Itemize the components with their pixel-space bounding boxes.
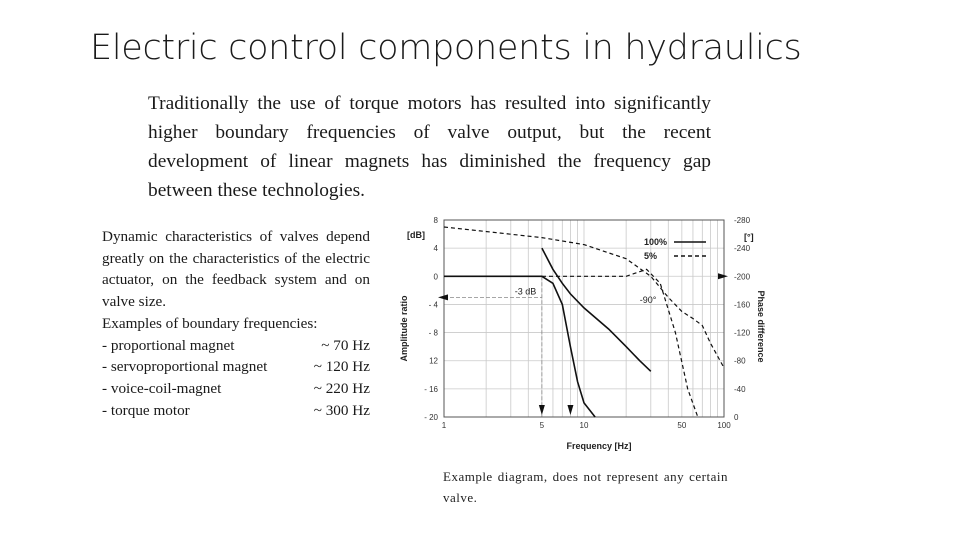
series-amplitude-5pct bbox=[444, 269, 698, 417]
frequency-item bbox=[102, 400, 370, 422]
y-tick-label-right: -40 bbox=[734, 384, 746, 394]
x-tick-label: 10 bbox=[579, 421, 589, 430]
examples-heading: Examples of boundary frequencies: bbox=[102, 314, 318, 332]
y-tick-label-left: 12 bbox=[429, 356, 438, 366]
x-tick-label: 1 bbox=[441, 421, 447, 430]
arrow-marker bbox=[438, 294, 448, 300]
y-tick-label-left: - 20 bbox=[424, 413, 438, 422]
y-tick-label-right: -80 bbox=[734, 356, 746, 366]
frequency-item-name: - torque motor bbox=[102, 401, 190, 419]
intro-paragraph: Traditionally the use of torque motors has resulted into significantly higher boundary frequencies of valve output, but the recent development of linear magnets has diminished the frequency gap between these technologies. bbox=[148, 93, 711, 201]
y-tick-label-right: 0 bbox=[734, 413, 739, 422]
x-tick-label: 5 bbox=[539, 421, 545, 430]
y-axis-label-left: Amplitude ratio bbox=[399, 295, 409, 362]
y-axis-unit-left: [dB] bbox=[407, 230, 425, 240]
frequency-item-value: ~ 70 Hz bbox=[321, 336, 370, 354]
x-tick-label: 50 bbox=[677, 421, 687, 430]
dynamic-characteristics-text: Dynamic characteristics of valves depend greatly on the characteristics of the electric actuator, on the feedback system and on valve size. bbox=[102, 228, 370, 311]
y-tick-label-left: 0 bbox=[433, 272, 438, 282]
frequency-item-value: ~ 220 Hz bbox=[313, 379, 370, 397]
y-tick-label-left: 8 bbox=[433, 216, 438, 225]
y-axis-label-right: Phase difference bbox=[756, 290, 766, 363]
frequency-item-value: ~ 120 Hz bbox=[313, 358, 370, 376]
chart-labels bbox=[399, 216, 766, 451]
frequency-item-name: - servoproportional magnet bbox=[102, 358, 268, 376]
y-tick-label-right: -280 bbox=[734, 216, 751, 225]
arrow-marker bbox=[567, 405, 573, 415]
frequency-item bbox=[102, 356, 370, 378]
y-tick-label-left: - 8 bbox=[428, 328, 438, 338]
arrow-marker bbox=[539, 405, 545, 415]
diagram-caption: Example diagram, does not represent any certain valve. bbox=[443, 469, 728, 505]
legend-label: 5% bbox=[644, 251, 658, 261]
y-tick-label-right: -200 bbox=[734, 272, 751, 282]
frequency-text-block bbox=[102, 226, 370, 421]
x-axis-label: Frequency [Hz] bbox=[566, 441, 632, 451]
bode-diagram bbox=[392, 212, 772, 457]
series-phase-100pct bbox=[542, 248, 651, 371]
frequency-item-name: - voice-coil-magnet bbox=[102, 379, 222, 397]
annotation-minus-90: -90° bbox=[639, 295, 657, 306]
y-tick-label-left: - 4 bbox=[428, 300, 438, 310]
y-axis-unit-right: [°] bbox=[744, 232, 754, 242]
frequency-item bbox=[102, 378, 370, 400]
frequency-item-value: ~ 300 Hz bbox=[313, 401, 370, 419]
y-tick-label-left: 4 bbox=[433, 244, 438, 254]
y-tick-label-left: - 16 bbox=[424, 384, 438, 394]
y-tick-label-right: -120 bbox=[734, 328, 751, 338]
frequency-item bbox=[102, 335, 370, 357]
y-tick-label-right: -240 bbox=[734, 244, 751, 254]
chart-axes bbox=[438, 220, 728, 417]
x-tick-label: 100 bbox=[717, 421, 731, 430]
y-tick-label-right: -160 bbox=[734, 300, 751, 310]
annotation-minus-3db: -3 dB bbox=[514, 286, 537, 297]
slide-title: Electric control components in hydraulics bbox=[90, 28, 802, 68]
arrow-marker bbox=[718, 273, 728, 279]
chart-grid bbox=[444, 220, 724, 417]
frequency-item-name: - proportional magnet bbox=[102, 336, 235, 354]
legend-label: 100% bbox=[644, 237, 668, 247]
